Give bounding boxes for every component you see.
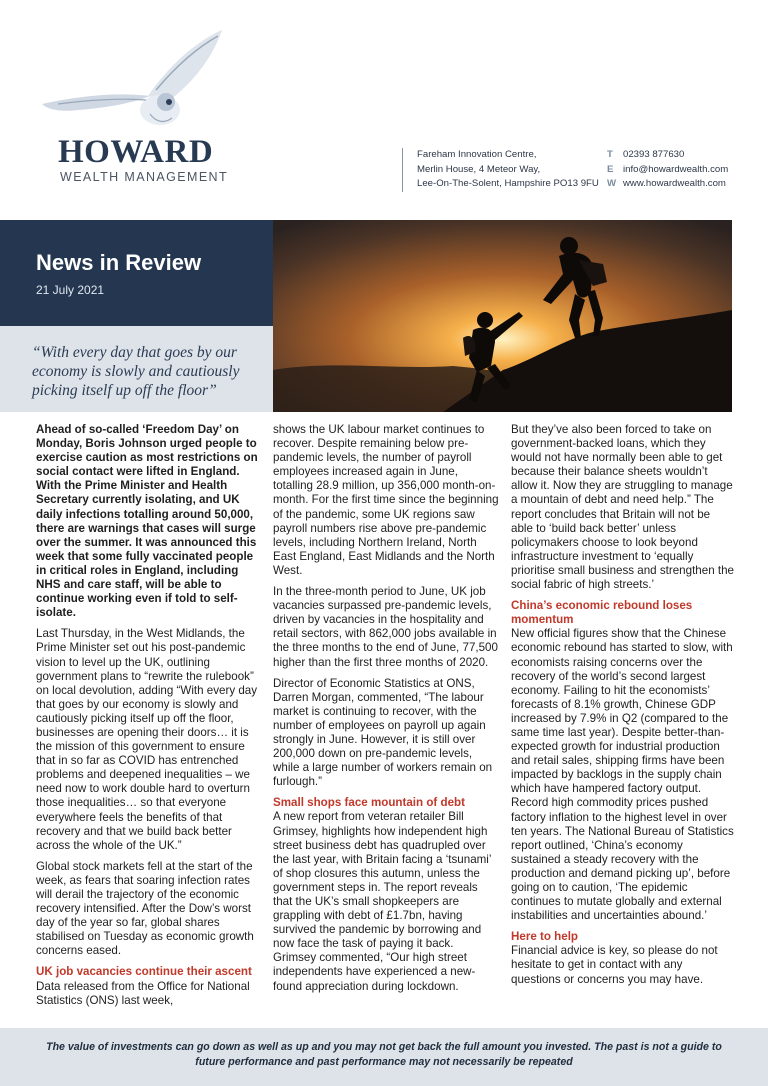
brand-name: HOWARD: [58, 134, 214, 170]
disclaimer-text: The value of investments can go down as well as up and you may not get back the full amount you invested. The past is not a guide to future performance and past performance may not necessarily be repeated: [46, 1041, 722, 1068]
paragraph: Data released from the Office for National Statistics (ONS) last week,: [36, 979, 250, 1007]
article-column-3: [511, 423, 735, 994]
contact-key: E: [607, 163, 614, 175]
contact-web: [607, 177, 728, 192]
paragraph: Global stock markets fell at the start of the week, as fears that soaring infection rates will derail the trajectory of the economic recovery intensified. After the Dow’s worst day of the year so far, global shares stabilised on Tuesday as economic growth concerns eased.: [36, 859, 254, 958]
paragraph: But they’ve also been forced to take on government-backed loans, which they would not have normally been able to get because their balance sheets wouldn’t allow it. Now they are struggling to manage a mountain of debt and need help.” The report concludes that Britain will not be able to ‘build back better’ unless policymakers choose to look beyond infrastructure investment to ‘equally prioritise small business and strengthen the social fabric of high streets.’: [511, 423, 734, 592]
address-line: Fareham Innovation Centre,: [417, 149, 537, 160]
address-line: Lee-On-The-Solent, Hampshire PO13 9FU: [417, 178, 599, 189]
paragraph: New official figures show that the Chinese economic rebound has started to slow, with economists raising concerns over the recovery of the world’s second largest economy. Failing to hit the economists’ forecasts of 8.1% growth, Chinese GDP increased by 7.9% in Q2 (compared to the same time last year). Despite better-than-expected growth for industrial production and retail sales, shipping firms have been impacted by backlogs in the supply chain which have hampered factory output. Record high commodity prices pushed factory inflation to the highest level in over ten years. The National Bureau of Statistics report outlined, ‘China’s economy sustained a steady recovery with the production and demand picking up’, before going on to caution, ‘The epidemic continues to mutate globally and external instabilities and uncertainties abound.’: [511, 627, 734, 923]
paragraph: Director of Economic Statistics at ONS, Darren Morgan, commented, “The labour market is continuing to recover, with the number of employees on payroll up again strongly in June. However, it is still over 200,000 down on pre-pandemic levels, while a large number of workers remain on furlough.”: [273, 676, 493, 789]
page-title: News in Review: [36, 250, 202, 275]
article-column-2: [273, 423, 499, 1001]
contact-key: W: [607, 178, 617, 189]
section-heading-help: Here to help: [511, 930, 578, 944]
article-column-1: [36, 423, 260, 1015]
address-block: [402, 148, 599, 192]
contact-value[interactable]: info@howardwealth.com: [623, 163, 729, 175]
brand-subtitle: WEALTH MANAGEMENT: [60, 170, 229, 184]
contact-email: [607, 163, 728, 178]
pull-quote: “With every day that goes by our economy is slowly and cautiously picking itself up off the floor”: [32, 344, 240, 399]
hero-photo: [273, 220, 732, 412]
lead-paragraph: Ahead of so-called ‘Freedom Day’ on Monday, Boris Johnson urged people to exercise caution as most restrictions on social contact were lifted in England. With the Prime Minister and Health Secretary currently isolating, and UK daily infections totalling around 50,000, there are warnings that cases will surge over the summer. It was announced this week that some fully vaccinated people in critical roles in England, including NHS and care staff, will be able to continue working even if told to self-isolate.: [36, 423, 258, 620]
section-heading-china: China’s economic rebound loses momentum: [511, 599, 693, 627]
paragraph: A new report from veteran retailer Bill Grimsey, highlights how independent high street business debt has quadrupled over the last year, with Britain facing a ‘tsunami’ of shop closures this autumn, unless the government steps in. The report reveals that the UK’s small shopkeepers are grappling with debt of £1.7bn, having survived the pandemic by borrowing and now face the task of paying it back. Grimsey commented, “Our high street independents have experienced a new-found appreciation during lockdown.: [273, 810, 492, 993]
paragraph: Last Thursday, in the West Midlands, the Prime Minister set out his post-pandemic vision to level up the UK, outlining government plans to “rewrite the rulebook” on local devolution, adding “With every day that goes by our economy is slowly and cautiously picking itself up off the floor, businesses are opening their doors… it is the mission of this government to ensure that in so far as COVID has entrenched problems and deepened inequalities – we need now to work double hard to overturn those inequalities… so that everyone everywhere feels the benefits of that recovery and that we build back better across the whole of the UK.”: [36, 627, 258, 852]
contact-value[interactable]: www.howardwealth.com: [623, 178, 726, 189]
contact-block: [607, 148, 728, 192]
paragraph: Financial advice is key, so please do not hesitate to get in contact with any questions or concerns you may have.: [511, 944, 718, 986]
page-date: 21 July 2021: [36, 283, 105, 297]
paragraph: shows the UK labour market continues to recover. Despite remaining below pre-pandemic levels, the number of payroll employees increased again in June, totalling 28.9 million, up 356,000 month-on-month. For the first time since the beginning of the pandemic, some UK regions saw payroll numbers rise above pre-pandemic levels, including Northern Ireland, North East England, East Midlands and the North West.: [273, 423, 499, 577]
section-heading-uk-jobs: UK job vacancies continue their ascent: [36, 965, 252, 979]
contact-value[interactable]: 02393 877630: [623, 149, 685, 160]
contact-phone: [607, 148, 728, 163]
address-line: Merlin House, 4 Meteor Way,: [417, 163, 541, 175]
paragraph: In the three-month period to June, UK job vacancies surpassed pre-pandemic levels, driven by vacancies in the hospitality and retail sectors, with 862,000 jobs available in the three months to the end of June, 77,500 higher than the first three months of 2020.: [273, 585, 498, 669]
contact-key: T: [607, 149, 613, 160]
section-heading-small-shops: Small shops face mountain of debt: [273, 796, 465, 810]
